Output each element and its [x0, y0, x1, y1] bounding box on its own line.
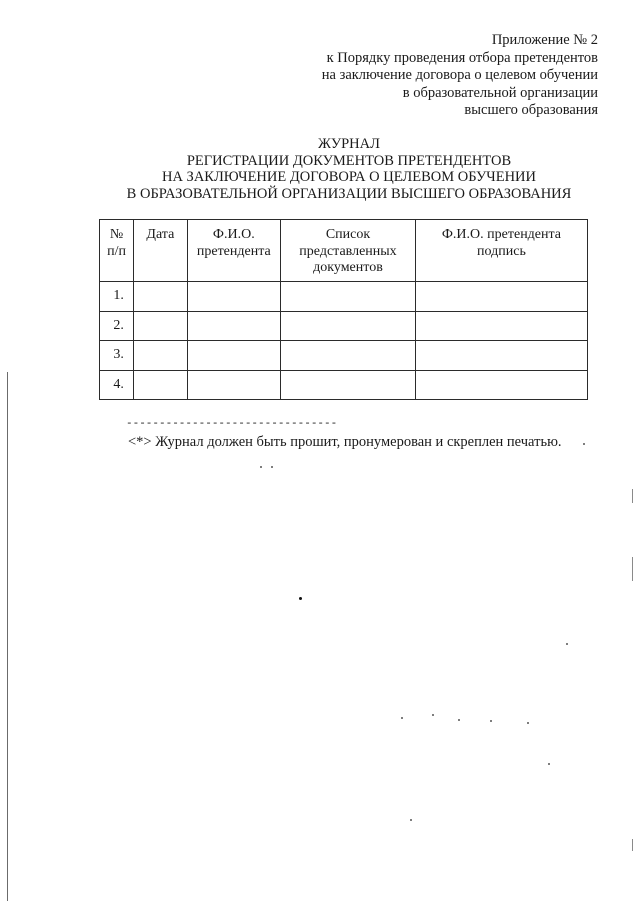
scan-edge-mark-right: [632, 839, 633, 851]
table-cell: [187, 370, 281, 400]
header-number: № п/п: [100, 220, 134, 282]
annex-line: на заключение договора о целевом обучении: [321, 67, 598, 84]
header-documents-list: Список представленных документов: [281, 220, 416, 282]
header-applicant-name: Ф.И.О. претендента: [187, 220, 281, 282]
scan-speck: [490, 720, 492, 722]
table-row: [100, 311, 588, 341]
annex-line: в образовательной организации: [402, 84, 598, 101]
scan-edge-mark-right: [632, 489, 633, 503]
scan-speck: [260, 466, 262, 468]
scan-speck: [401, 717, 403, 719]
header-applicant-signature: Ф.И.О. претендента подпись: [415, 220, 587, 282]
row-number: 2.: [100, 311, 134, 341]
scan-edge-line-left: [7, 372, 8, 901]
registration-table: [99, 219, 588, 400]
title-line: НА ЗАКЛЮЧЕНИЕ ДОГОВОРА О ЦЕЛЕВОМ ОБУЧЕНИИ: [161, 169, 536, 186]
scan-speck: [271, 466, 273, 468]
title-line: В ОБРАЗОВАТЕЛЬНОЙ ОРГАНИЗАЦИИ ВЫСШЕГО ОБРАЗОВАНИЯ: [126, 185, 572, 202]
table-row: [100, 282, 588, 312]
table-cell: [187, 311, 281, 341]
scan-speck: [299, 597, 302, 600]
table-cell: [134, 341, 187, 371]
table-cell: [134, 370, 187, 400]
scan-speck: [432, 714, 434, 716]
table-cell: [415, 370, 587, 400]
scan-speck: [548, 763, 550, 765]
table-header-row: [100, 220, 588, 282]
table-row: [100, 341, 588, 371]
table-cell: [187, 282, 281, 312]
table-row: [100, 370, 588, 400]
table-cell: [415, 282, 587, 312]
scan-speck: [458, 719, 460, 721]
table-cell: [281, 370, 416, 400]
footnote-text: <*> Журнал должен быть прошит, пронумерован и скреплен печатью.: [128, 434, 562, 450]
annex-number: Приложение № 2: [491, 32, 598, 48]
row-number: 3.: [100, 341, 134, 371]
scan-speck: [527, 722, 529, 724]
annex-line: высшего образования: [464, 102, 598, 119]
scan-speck: [566, 643, 568, 645]
table-cell: [134, 282, 187, 312]
annex-header: [322, 32, 598, 120]
title-line: ЖУРНАЛ: [318, 136, 380, 152]
title-line: РЕГИСТРАЦИИ ДОКУМЕНТОВ ПРЕТЕНДЕНТОВ: [186, 152, 512, 169]
scan-speck: [410, 819, 412, 821]
table-cell: [187, 341, 281, 371]
header-date: Дата: [134, 220, 187, 282]
table-cell: [281, 341, 416, 371]
scan-edge-mark-right: [632, 557, 633, 581]
table-cell: [281, 311, 416, 341]
scan-speck: [583, 443, 585, 445]
annex-line: к Порядку проведения отбора претендентов: [326, 49, 598, 66]
footnote-separator: --------------------------------: [126, 418, 338, 430]
document-title: [60, 136, 638, 202]
table-cell: [134, 311, 187, 341]
table-cell: [281, 282, 416, 312]
row-number: 4.: [100, 370, 134, 400]
row-number: 1.: [100, 282, 134, 312]
table-cell: [415, 341, 587, 371]
table-cell: [415, 311, 587, 341]
